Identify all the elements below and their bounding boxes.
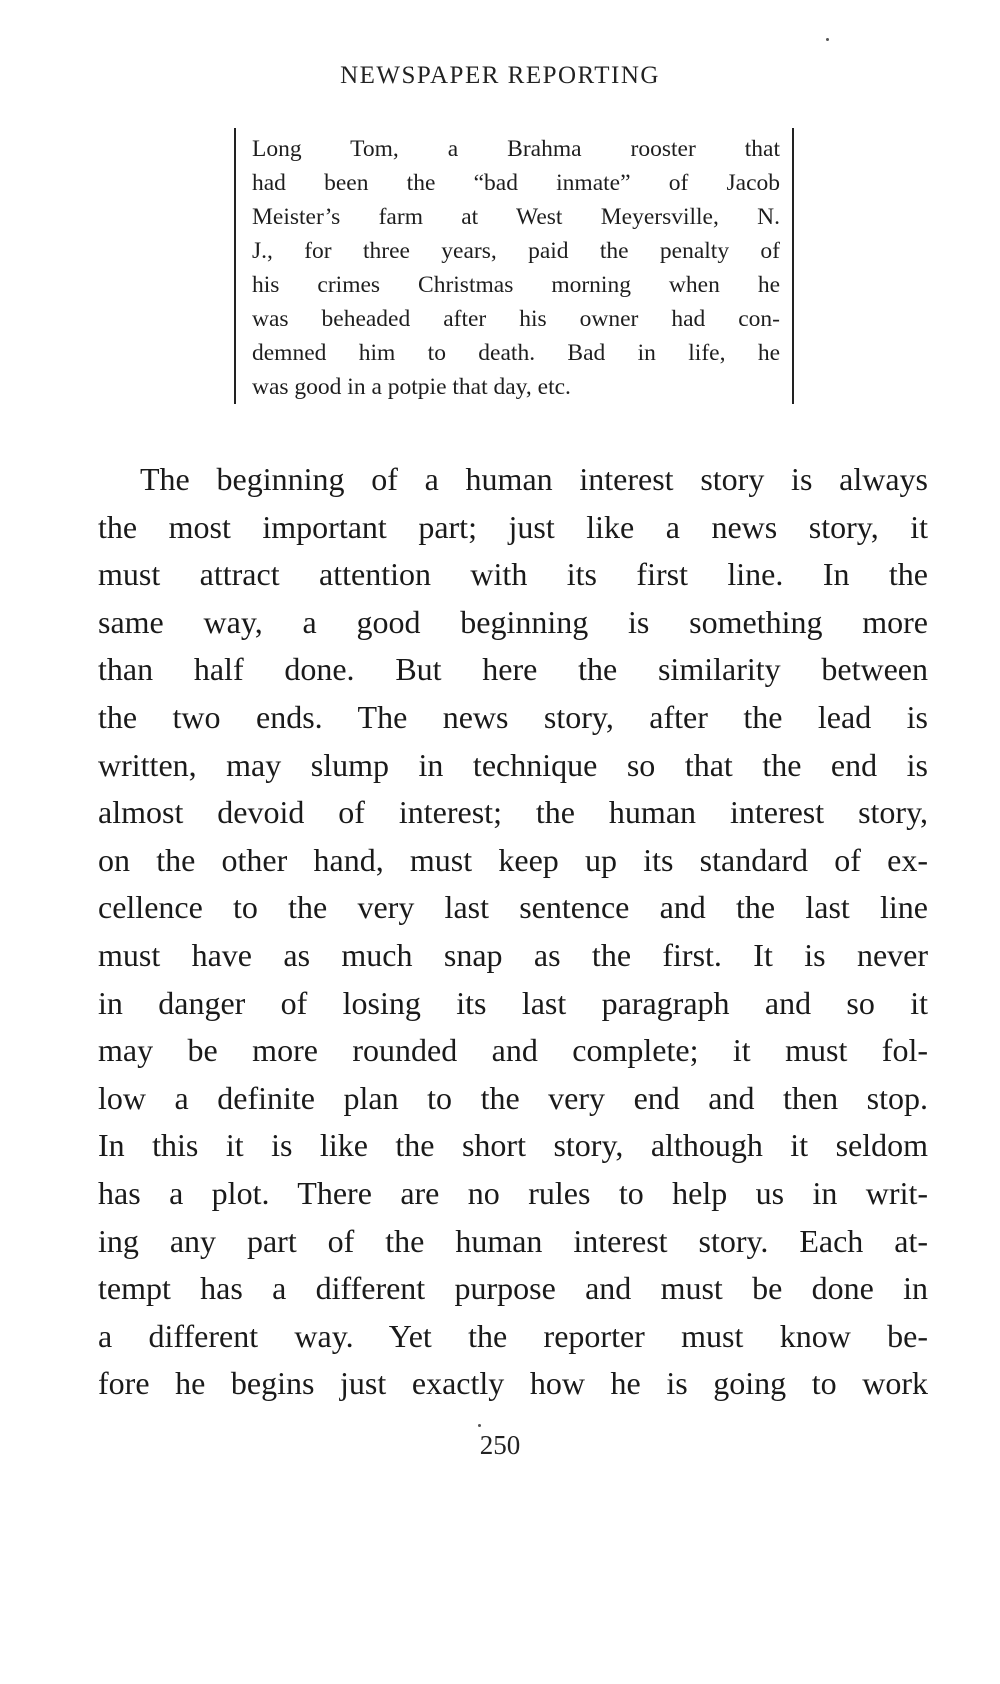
clipping-line: demned him to death. Bad in life, he bbox=[252, 340, 780, 366]
body-line: tempt has a different purpose and must be done in bbox=[98, 1270, 928, 1307]
body-line: has a plot. There are no rules to help us in writ- bbox=[98, 1174, 928, 1211]
body-line: a different way. Yet the reporter must know be- bbox=[98, 1317, 928, 1354]
clipping-line: was beheaded after his owner had con- bbox=[252, 306, 780, 332]
body-line: the two ends. The news story, after the lead is bbox=[98, 698, 928, 735]
clipping-line: Long Tom, a Brahma rooster that bbox=[252, 136, 780, 162]
body-line: almost devoid of interest; the human interest story, bbox=[98, 794, 928, 831]
body-line: The beginning of a human interest story is always bbox=[140, 461, 928, 497]
print-speck bbox=[826, 38, 829, 41]
body-line: In this it is like the short story, although it seldom bbox=[98, 1127, 928, 1164]
clipping-line: was good in a potpie that day, etc. bbox=[252, 374, 571, 400]
running-head: NEWSPAPER REPORTING bbox=[340, 62, 660, 89]
body-line: the most important part; just like a news story, it bbox=[98, 508, 928, 545]
clipping-text bbox=[252, 132, 780, 404]
clipping-line: his crimes Christmas morning when he bbox=[252, 272, 780, 298]
body-line: same way, a good beginning is something more bbox=[98, 603, 928, 640]
clipping-line: J., for three years, paid the penalty of bbox=[252, 238, 780, 264]
body-line: ing any part of the human interest story. Each at- bbox=[98, 1222, 928, 1259]
body-line: written, may slump in technique so that the end is bbox=[98, 746, 928, 783]
clipping-line: had been the “bad inmate” of Jacob bbox=[252, 170, 780, 196]
body-line: cellence to the very last sentence and the last line bbox=[98, 889, 928, 926]
body-line: low a definite plan to the very end and then stop. bbox=[98, 1079, 928, 1116]
page-number: 250 bbox=[479, 1430, 521, 1460]
body-line: in danger of losing its last paragraph and so it bbox=[98, 984, 928, 1021]
body-line: fore he begins just exactly how he is going to work bbox=[98, 1365, 928, 1402]
body-line: must have as much snap as the first. It is never bbox=[98, 936, 928, 973]
body-line: on the other hand, must keep up its standard of ex- bbox=[98, 841, 928, 878]
body-paragraph bbox=[98, 456, 928, 1408]
body-line: may be more rounded and complete; it must fol- bbox=[98, 1032, 928, 1069]
quoted-clipping bbox=[234, 128, 794, 404]
body-line: must attract attention with its first line. In the bbox=[98, 556, 928, 593]
print-speck bbox=[478, 1424, 481, 1427]
clipping-line: Meister’s farm at West Meyersville, N. bbox=[252, 204, 780, 230]
body-line: than half done. But here the similarity between bbox=[98, 651, 928, 688]
